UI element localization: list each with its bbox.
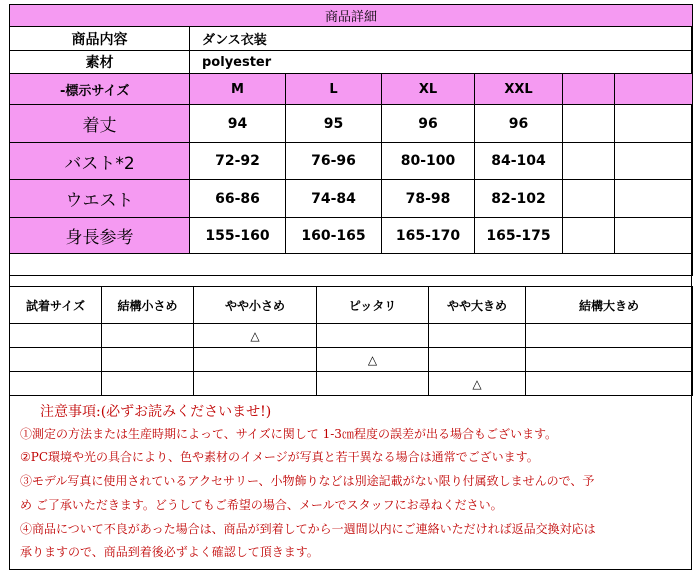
measure-value: 165-170 <box>382 218 475 254</box>
empty-cell <box>526 372 693 396</box>
measure-value: 82-102 <box>475 180 563 218</box>
measure-value: 155-160 <box>190 218 286 254</box>
size-header-empty <box>615 74 693 105</box>
fit-label: 試着サイズ <box>10 287 102 324</box>
size-header-label: -標示サイズ <box>10 74 190 105</box>
measure-label: バスト*2 <box>10 143 190 180</box>
empty-cell <box>10 348 102 372</box>
notes-title: 注意事項:(必ずお読みくださいませ!) <box>40 404 272 420</box>
empty-cell <box>615 105 693 143</box>
measure-value: 160-165 <box>286 218 382 254</box>
notes-section <box>9 395 692 570</box>
empty-cell <box>563 218 615 254</box>
note-line: ④商品について不良があった場合は、商品が到着してから一週間以内にご連絡いただければ返品交換対応は <box>20 522 596 536</box>
note-line: ②PC環境や光の具合により、色や素材のイメージが写真と若干異なる場合は通常でございます。 <box>20 450 539 464</box>
measure-value: 96 <box>475 105 563 143</box>
empty-cell <box>102 372 194 396</box>
empty-cell <box>194 348 317 372</box>
fit-col-very-large: 結構大きめ <box>526 287 693 324</box>
size-header-empty <box>563 74 615 105</box>
page-title: 商品詳細 <box>10 5 693 27</box>
fit-col-just-right: ピッタリ <box>317 287 429 324</box>
empty-cell <box>10 324 102 348</box>
fit-marker: △ <box>429 372 526 396</box>
empty-cell <box>317 372 429 396</box>
material-label: 素材 <box>10 51 190 74</box>
measure-value: 95 <box>286 105 382 143</box>
size-header-l: L <box>286 74 382 105</box>
measure-value: 80-100 <box>382 143 475 180</box>
empty-cell <box>10 372 102 396</box>
measure-value: 66-86 <box>190 180 286 218</box>
size-header-m: M <box>190 74 286 105</box>
empty-cell <box>615 143 693 180</box>
note-line: 承りますので、商品到着後必ずよく確認して頂きます。 <box>20 545 319 559</box>
empty-cell <box>526 324 693 348</box>
product-content-label: 商品内容 <box>10 27 190 51</box>
measure-value: 84-104 <box>475 143 563 180</box>
empty-cell <box>615 180 693 218</box>
empty-cell <box>563 105 615 143</box>
empty-cell <box>526 348 693 372</box>
fit-marker: △ <box>194 324 317 348</box>
fit-table <box>9 286 693 396</box>
fit-col-slightly-large: やや大きめ <box>429 287 526 324</box>
size-header-xxl: XXL <box>475 74 563 105</box>
empty-cell <box>563 143 615 180</box>
measure-value: 76-96 <box>286 143 382 180</box>
spacer-row <box>10 254 693 276</box>
empty-cell <box>429 348 526 372</box>
measure-label: 着丈 <box>10 105 190 143</box>
measure-label: 身長参考 <box>10 218 190 254</box>
fit-col-slightly-small: やや小さめ <box>194 287 317 324</box>
empty-cell <box>102 348 194 372</box>
measure-value: 94 <box>190 105 286 143</box>
empty-cell <box>317 324 429 348</box>
product-content-value: ダンス衣装 <box>190 27 693 51</box>
size-spec-table <box>9 4 693 276</box>
empty-cell <box>429 324 526 348</box>
measure-value: 96 <box>382 105 475 143</box>
material-value: polyester <box>190 51 693 74</box>
empty-cell <box>563 180 615 218</box>
fit-col-very-small: 結構小さめ <box>102 287 194 324</box>
measure-value: 72-92 <box>190 143 286 180</box>
size-header-xl: XL <box>382 74 475 105</box>
measure-label: ウエスト <box>10 180 190 218</box>
note-line: ③モデル写真に使用されているアクセサリー、小物飾りなどは別途記載がない限り付属致しませんので、予 <box>20 474 595 488</box>
note-line: め ご了承いただきます。どうしてもご希望の場合、メールでスタッフにお尋ねください。 <box>20 498 503 512</box>
fit-marker: △ <box>317 348 429 372</box>
empty-cell <box>194 372 317 396</box>
empty-cell <box>102 324 194 348</box>
measure-value: 74-84 <box>286 180 382 218</box>
measure-value: 78-98 <box>382 180 475 218</box>
note-line: ①測定の方法または生産時期によって、サイズに関して 1-3㎝程度の誤差が出る場合もございます。 <box>20 427 557 441</box>
measure-value: 165-175 <box>475 218 563 254</box>
empty-cell <box>615 218 693 254</box>
